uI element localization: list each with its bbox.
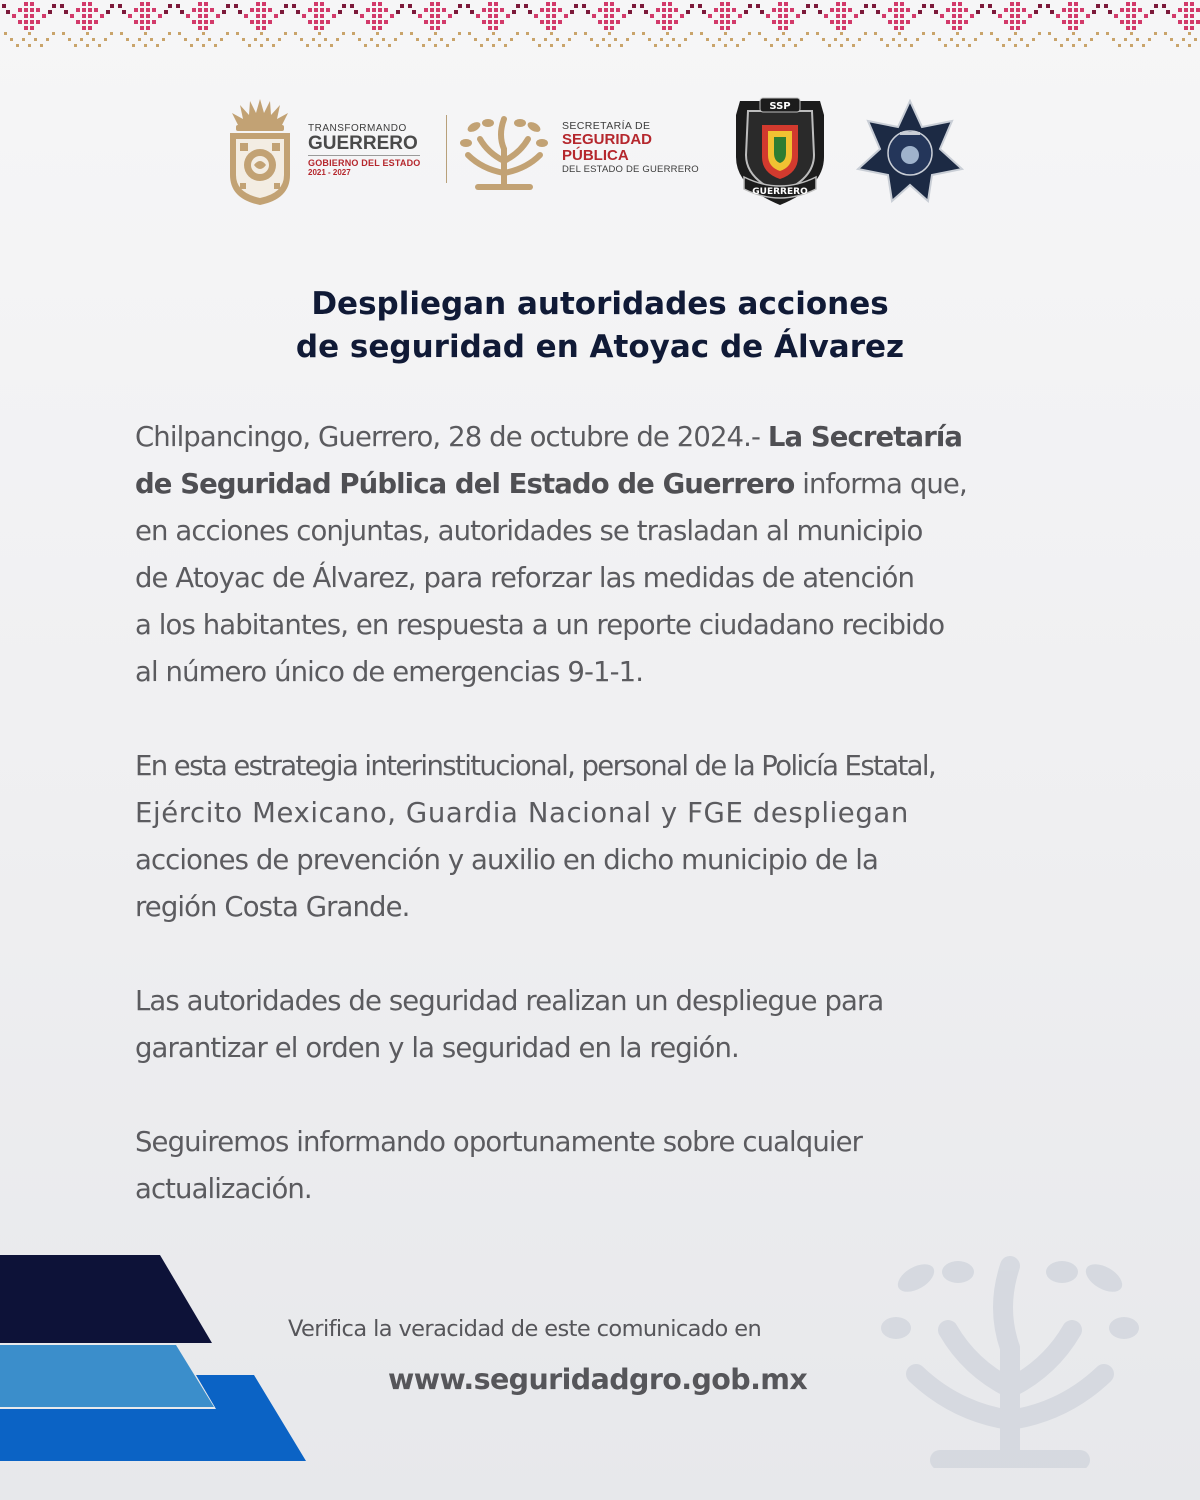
p2-line2: Ejército Mexicano, Guardia Nacional y FGE despliegan xyxy=(135,797,909,829)
p1-line2-plain: informa que, xyxy=(794,468,967,500)
paragraph-2 xyxy=(135,743,1065,931)
paragraph-4 xyxy=(135,1119,1065,1213)
p1-line4: de Atoyac de Álvarez, para reforzar las medidas de atención xyxy=(135,562,915,594)
p1-line1-bold: La Secretaría xyxy=(767,421,963,453)
police-star-badge-icon xyxy=(856,99,964,203)
paragraph-1 xyxy=(135,414,1065,696)
website-link[interactable]: www.seguridadgro.gob.mx xyxy=(388,1363,808,1396)
guerrero-logo-line1: TRANSFORMANDO xyxy=(308,123,407,134)
p1-line3: en acciones conjuntas, autoridades se trasladan al municipio xyxy=(135,515,923,547)
ssp-shield-top-text: SSP xyxy=(769,101,791,112)
p3-line2: garantizar el orden y la seguridad en la región. xyxy=(135,1032,739,1064)
p1-line5: a los habitantes, en respuesta a un reporte ciudadano recibido xyxy=(135,609,945,641)
ssp-shield-emblem-icon xyxy=(730,95,830,207)
tree-watermark-icon xyxy=(880,1238,1140,1468)
body-content xyxy=(135,414,1065,1260)
p1-line6: al número único de emergencias 9-1-1. xyxy=(135,656,644,688)
ssp-logo-text xyxy=(562,120,699,175)
p4-line1: Seguiremos informando oportunamente sobre cualquier xyxy=(135,1126,863,1158)
guerrero-logo-text xyxy=(308,123,420,177)
ssp-tree-logo-icon xyxy=(458,109,550,191)
p1-line2-bold: de Seguridad Pública del Estado de Guerrero xyxy=(135,468,795,500)
paragraph-3 xyxy=(135,978,1065,1072)
p1-line1 xyxy=(135,414,1065,461)
p1-line2 xyxy=(135,461,1065,508)
page-title xyxy=(100,283,1100,369)
ssp-logo-line1: SECRETARÍA DE xyxy=(562,120,651,132)
stripe-navy xyxy=(0,1255,212,1343)
ssp-logo-line3: PÚBLICA xyxy=(562,147,629,164)
p4-line2: actualización. xyxy=(135,1173,312,1205)
p2-line1: En esta estrategia interinstitucional, personal de la Policía Estatal, xyxy=(135,750,936,782)
p2-line4: región Costa Grande. xyxy=(135,891,410,923)
ssp-shield-bottom-text: GUERRERO xyxy=(752,187,808,197)
title-line2: de seguridad en Atoyac de Álvarez xyxy=(295,329,905,365)
ssp-logo-line4: DEL ESTADO DE GUERRERO xyxy=(562,164,699,175)
top-border-pattern xyxy=(0,0,1200,56)
title-line1: Despliegan autoridades acciones xyxy=(311,286,889,322)
verify-text: Verifica la veracidad de este comunicado en xyxy=(288,1316,762,1342)
p2-line3: acciones de prevención y auxilio en dicho municipio de la xyxy=(135,844,878,876)
ssp-logo-line2: SEGURIDAD xyxy=(562,131,653,148)
stripe-light-blue xyxy=(0,1345,214,1407)
guerrero-logo-line2: GUERRERO xyxy=(308,133,418,154)
guerrero-emblem-icon xyxy=(222,95,298,207)
guerrero-logo-line3: GOBIERNO DEL ESTADO xyxy=(308,155,420,168)
p3-line1: Las autoridades de seguridad realizan un despliegue para xyxy=(135,985,884,1017)
p1-line1-plain: Chilpancingo, Guerrero, 28 de octubre de 2024.- xyxy=(135,421,768,453)
footer-stripes xyxy=(0,1255,320,1465)
logo-divider xyxy=(446,115,447,183)
header-logos xyxy=(0,95,1200,210)
guerrero-logo-line4: 2021 - 2027 xyxy=(308,168,351,177)
